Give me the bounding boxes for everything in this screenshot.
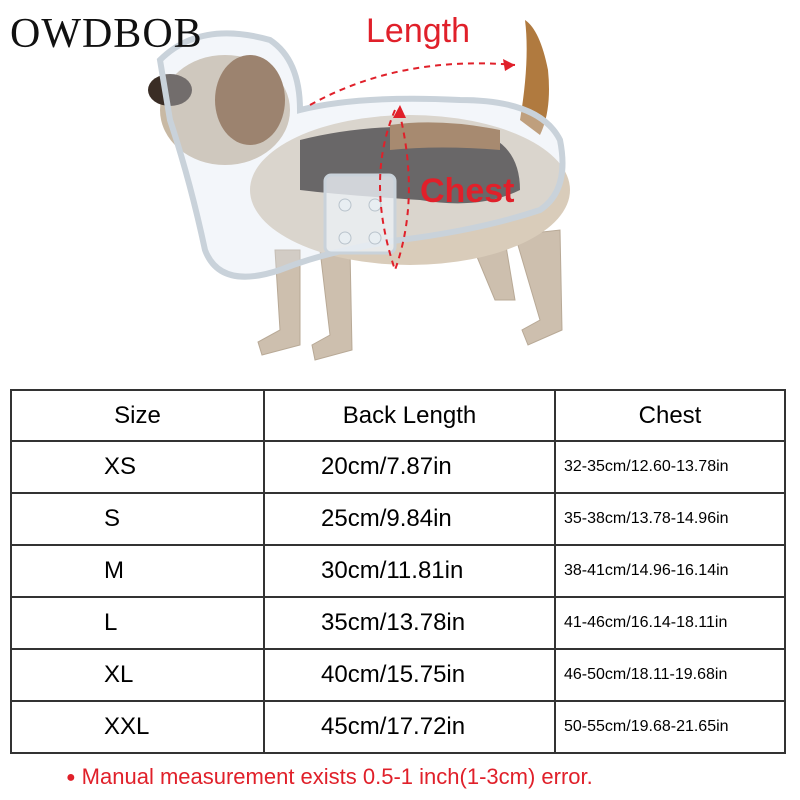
back-length-cell: 35cm/13.78in [264,597,555,649]
header-size: Size [11,390,264,441]
chest-cell: 41-46cm/16.14-18.11in [555,597,785,649]
header-chest: Chest [555,390,785,441]
chest-cell: 46-50cm/18.11-19.68in [555,649,785,701]
header-back-length: Back Length [264,390,555,441]
size-cell: XS [11,441,264,493]
size-cell: L [11,597,264,649]
back-length-cell: 30cm/11.81in [264,545,555,597]
size-chart-table [10,389,786,754]
chest-cell: 38-41cm/14.96-16.14in [555,545,785,597]
back-length-cell: 20cm/7.87in [264,441,555,493]
raincoat-strap [325,175,395,253]
size-cell: S [11,493,264,545]
length-label: Length [366,12,470,50]
chest-cell: 32-35cm/12.60-13.78in [555,441,785,493]
note-text: Manual measurement exists 0.5-1 inch(1-3cm) error. [81,764,593,789]
chest-cell: 35-38cm/13.78-14.96in [555,493,785,545]
table-header-row [11,390,785,441]
chest-cell: 50-55cm/19.68-21.65in [555,701,785,753]
table-row [11,545,785,597]
size-cell: XL [11,649,264,701]
table-row [11,701,785,753]
table-row [11,649,785,701]
table-row [11,441,785,493]
measurement-note [66,764,593,790]
table-row [11,493,785,545]
bullet-icon: ● [66,769,76,787]
chest-label: Chest [420,172,515,210]
back-length-cell: 25cm/9.84in [264,493,555,545]
brand-logo: OWDBOB [10,11,203,57]
back-length-cell: 45cm/17.72in [264,701,555,753]
table-row [11,597,785,649]
size-cell: M [11,545,264,597]
size-cell: XXL [11,701,264,753]
back-length-cell: 40cm/15.75in [264,649,555,701]
